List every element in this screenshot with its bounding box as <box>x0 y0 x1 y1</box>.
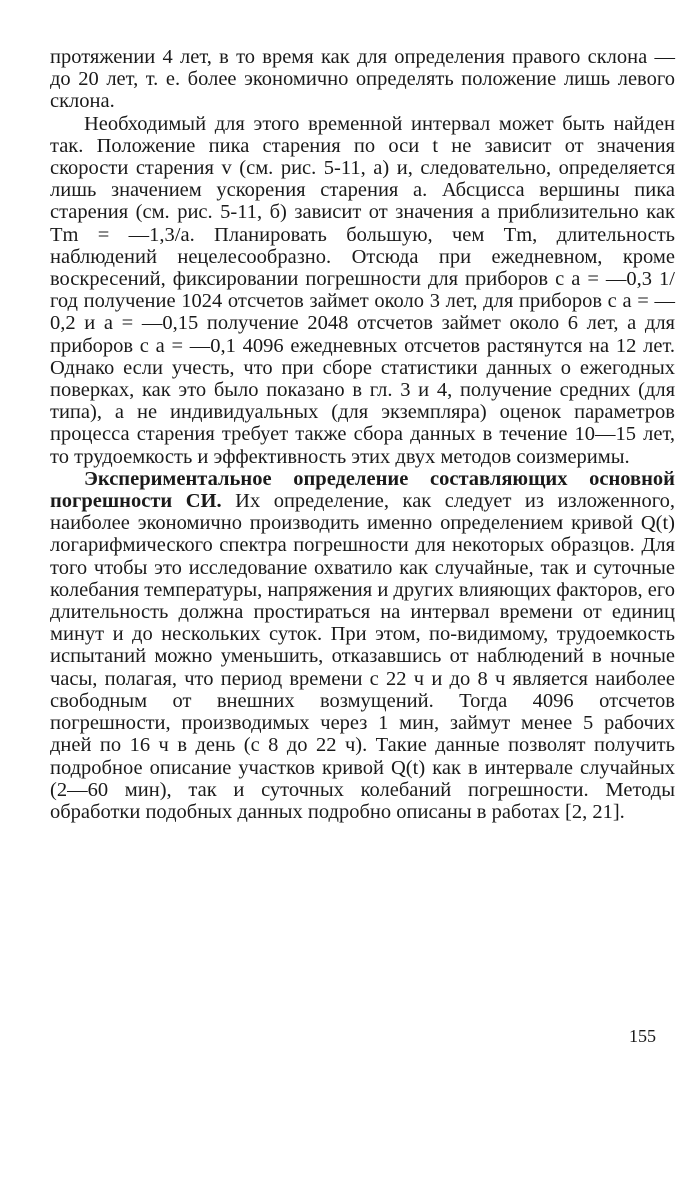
section-body-text: Их определение, как следует из изложенного, наиболее экономично производить именно определением кривой Q(t) логарифмического спектра погрешности для некоторых образцов. Для того чтобы это исследование охватило как случайные, так и суточные колебания температуры, напряжения и других влияющих факторов, его длительность должна простираться на интервал времени от единиц минут и до нескольких суток. При этом, по-видимому, трудоемкость испытаний можно уменьшить, отказавшись от наблюдений в ночные часы, полагая, что период времени с 22 ч и до 8 ч является наиболее свободным от внешних возмущений. Тогда 4096 отсчетов погрешности, производимых через 1 мин, займут менее 5 рабочих дней по 16 ч в день (с 8 до 22 ч). Такие данные позволят получить подробное описание участков кривой Q(t) как в интервале случайных (2—60 мин), так и суточных колебаний погрешности. Методы обработки подобных данных подробно описаны в работах [2, 21]. <box>50 490 675 823</box>
text-column <box>50 46 675 823</box>
paragraph-experimental <box>50 468 675 823</box>
paragraph-time-interval: Необходимый для этого временной интервал может быть найден так. Положение пика старения по оси t не зависит от значения скорости старения v (см. рис. 5-11, a) и, следовательно, определяется лишь значением ускорения старения a. Абсцисса вершины пика старения (см. рис. 5-11, б) зависит от значения a приблизительно как Tm = —1,3/a. Планировать большую, чем Tm, длительность наблюдений нецелесообразно. Отсюда при ежедневном, кроме воскресений, фиксировании погрешности для приборов с a = —0,3 1/год получение 1024 отсчетов займет около 3 лет, для приборов с a = —0,2 и a = —0,15 получение 2048 отсчетов займет около 6 лет, а для приборов с a = —0,1 4096 ежедневных отсчетов растянутся на 12 лет. Однако если учесть, что при сборе статистики данных о ежегодных поверках, как это было показано в гл. 3 и 4, получение средних (для типа), а не индивидуальных (для экземпляра) оценок параметров процесса старения требует также сбора данных в течение 10—15 лет, то трудоемкость и эффективность этих двух методов соизмеримы. <box>50 112 675 468</box>
page-number: 155 <box>629 1026 656 1046</box>
section-run-in-heading: Экспериментальное определение составляющих основной погрешности СИ. <box>50 467 675 513</box>
paragraph-continued: протяжении 4 лет, в то время как для определения правого склона — до 20 лет, т. е. более экономично определять положение лишь левого склона. <box>50 46 675 113</box>
